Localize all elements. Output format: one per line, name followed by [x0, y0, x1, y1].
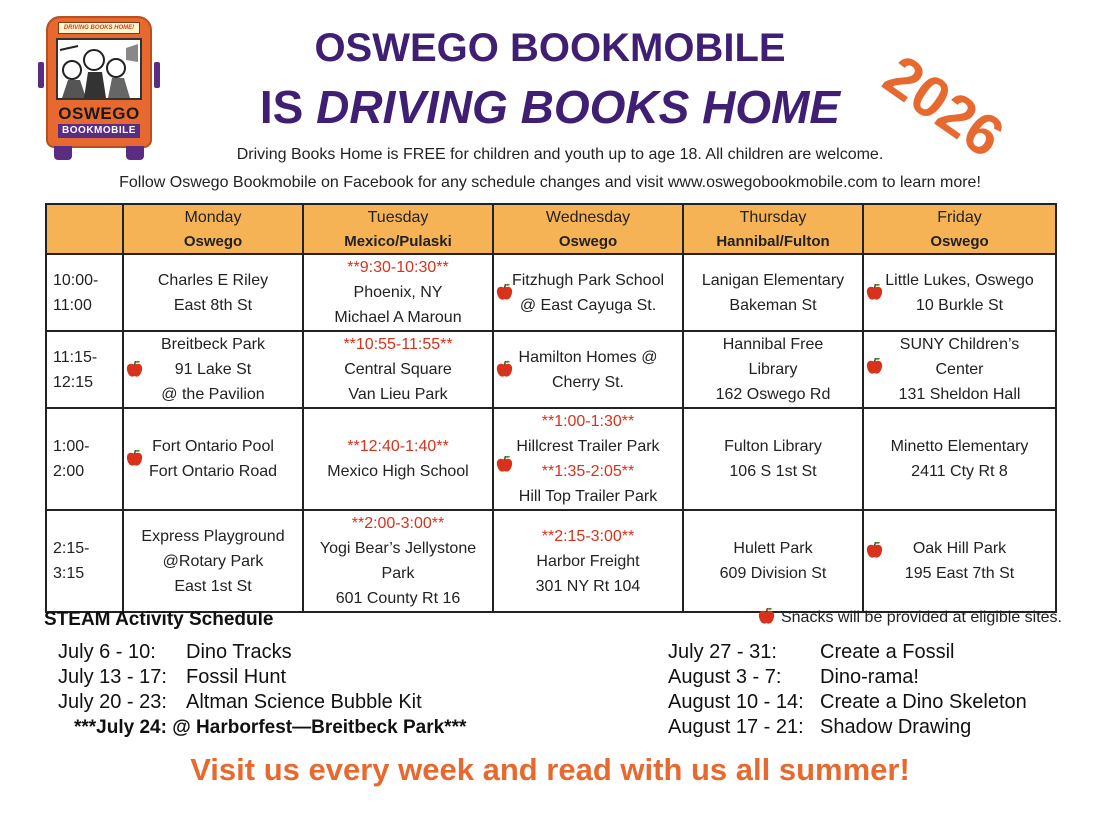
- stop-address: Van Lieu Park: [348, 386, 448, 403]
- special-time: **12:40-1:40**: [347, 438, 449, 455]
- time-start: 10:00-: [53, 271, 99, 289]
- stop-address: 91 Lake St: [174, 361, 252, 378]
- stop-name: Fitzhugh Park School: [511, 271, 665, 289]
- time-start: 2:15-: [53, 540, 90, 557]
- stop-cell: [303, 254, 493, 331]
- day-location: Hannibal/Fulton: [716, 233, 830, 250]
- stop-name: Oak Hill Park: [912, 540, 1007, 557]
- steam-date: August 10 - 14:: [668, 691, 804, 713]
- stop-name: Hill Top Trailer Park: [518, 488, 658, 505]
- stop-address: 106 S 1st St: [729, 463, 817, 480]
- day-location: Oswego: [183, 233, 243, 250]
- apple-icon: [496, 455, 513, 473]
- steam-item: [668, 715, 1027, 740]
- stop-name: Fort Ontario Pool: [152, 438, 274, 455]
- header-friday: [863, 204, 1056, 254]
- stop-name: Minetto Elementary: [890, 438, 1029, 455]
- steam-item: [668, 690, 1027, 715]
- day-name: Tuesday: [367, 209, 429, 226]
- stop-address: 195 East 7th St: [904, 565, 1015, 582]
- stop-address: 131 Sheldon Hall: [898, 386, 1021, 403]
- table-row: [46, 331, 1056, 408]
- page-title: OSWEGO BOOKMOBILE: [314, 26, 786, 70]
- steam-activity: Shadow Drawing: [820, 716, 972, 738]
- snack-note: [758, 607, 1062, 627]
- stop-address: Cherry St.: [551, 373, 624, 391]
- day-location: Oswego: [558, 233, 618, 250]
- steam-item: [668, 640, 1027, 665]
- table-row: [46, 510, 1056, 612]
- stop-cell: [683, 510, 863, 612]
- intro-suffix: on Facebook for any schedule changes and visit www.oswegobookmobile.com to learn more!: [316, 174, 981, 191]
- stop-cell: [493, 254, 683, 331]
- harborfest-event: ***July 24: @ Harborfest—Breitbeck Park***: [74, 717, 467, 738]
- time-start: 1:00-: [53, 438, 90, 455]
- time-cell: [46, 510, 123, 612]
- apple-icon: [866, 283, 883, 301]
- table-row: [46, 254, 1056, 331]
- steam-activity: Dino-rama!: [820, 666, 919, 688]
- time-cell: [46, 254, 123, 331]
- steam-activity: Dino Tracks: [186, 641, 292, 663]
- stop-address: 601 County Rt 16: [335, 590, 461, 607]
- intro-line-2: [0, 174, 1100, 192]
- apple-icon: [866, 541, 883, 559]
- stop-cell: [303, 510, 493, 612]
- intro-prefix: Follow: [119, 174, 170, 191]
- header-thursday: [683, 204, 863, 254]
- stop-cell: [683, 408, 863, 510]
- stop-address: 609 Division St: [719, 565, 827, 582]
- stop-name: Charles E Riley: [157, 271, 269, 289]
- time-header-cell: [46, 204, 123, 254]
- year-badge: 2026: [872, 42, 1016, 171]
- stop-address: Fort Ontario Road: [148, 463, 278, 480]
- subtitle-prefix: IS: [259, 81, 317, 133]
- stop-name: Fulton Library: [724, 438, 822, 455]
- apple-icon: [866, 357, 883, 375]
- table-row: [46, 408, 1056, 510]
- steam-date: August 17 - 21:: [668, 716, 804, 738]
- stop-name-cont: Park: [381, 565, 415, 582]
- stop-cell: [123, 331, 303, 408]
- stop-name: Lanigan Elementary: [701, 271, 845, 289]
- steam-date: July 20 - 23:: [58, 691, 167, 713]
- footer-tagline: Visit us every week and read with us all summer!: [190, 752, 910, 787]
- stop-name: Hillcrest Trailer Park: [516, 438, 660, 455]
- stop-name: Hamilton Homes @: [518, 348, 658, 366]
- steam-activity: Altman Science Bubble Kit: [186, 691, 422, 713]
- time-cell: [46, 408, 123, 510]
- special-time: **2:00-3:00**: [351, 515, 445, 532]
- stop-cell: [493, 408, 683, 510]
- apple-icon: [126, 449, 143, 467]
- steam-item: [668, 665, 1027, 690]
- time-end: 2:00: [53, 463, 85, 480]
- stop-address: 162 Oswego Rd: [715, 386, 831, 403]
- special-time: **10:55-11:55**: [343, 336, 453, 353]
- stop-name: SUNY Children’s: [899, 336, 1020, 353]
- stop-cell: [493, 510, 683, 612]
- stop-name: Harbor Freight: [536, 552, 640, 570]
- stop-cell: [683, 254, 863, 331]
- stop-address: 301 NY Rt 104: [535, 577, 641, 595]
- special-time: **9:30-10:30**: [347, 259, 449, 276]
- stop-address: 10 Burkle St: [915, 296, 1004, 314]
- table-header-row: [46, 204, 1056, 254]
- stop-detail: @ the Pavilion: [161, 386, 265, 403]
- stop-cell: [863, 254, 1056, 331]
- stop-cell: [863, 331, 1056, 408]
- stop-detail: East 1st St: [174, 577, 252, 595]
- apple-icon: [758, 607, 775, 625]
- steam-activity: Create a Dino Skeleton: [820, 691, 1027, 713]
- special-time: **1:00-1:30**: [541, 413, 635, 430]
- stop-name: Mexico High School: [327, 463, 469, 480]
- steam-list-right: [668, 640, 1027, 740]
- day-name: Monday: [184, 209, 242, 226]
- snack-note-text: Snacks will be provided at eligible sites.: [780, 609, 1062, 626]
- day-name: Thursday: [739, 209, 807, 226]
- steam-date: July 27 - 31:: [668, 641, 777, 663]
- stop-name: Phoenix, NY: [353, 284, 443, 301]
- header-tuesday: [303, 204, 493, 254]
- apple-icon: [126, 360, 143, 378]
- stop-cell: [123, 408, 303, 510]
- stop-name: Hulett Park: [733, 540, 813, 557]
- stop-name-cont: Center: [935, 361, 984, 378]
- steam-activity: Create a Fossil: [820, 641, 955, 663]
- stop-cell: [123, 254, 303, 331]
- steam-list-left: [58, 640, 466, 740]
- stop-name: Little Lukes, Oswego: [885, 271, 1034, 289]
- stop-address: @Rotary Park: [162, 552, 264, 570]
- stop-address: Michael A Maroun: [334, 309, 462, 326]
- stop-address: @ East Cayuga St.: [519, 296, 657, 314]
- special-time: **1:35-2:05**: [541, 463, 635, 480]
- stop-cell: [863, 408, 1056, 510]
- stop-name: Hannibal Free: [722, 336, 824, 353]
- day-name: Friday: [937, 209, 982, 226]
- stop-cell: [123, 510, 303, 612]
- time-end: 11:00: [53, 296, 92, 314]
- schedule-table: [45, 203, 1057, 613]
- day-name: Wednesday: [545, 209, 631, 226]
- intro-line-1: Driving Books Home is FREE for children and youth up to age 18. All children are welcome.: [236, 146, 884, 163]
- stop-name: Yogi Bear’s Jellystone: [319, 540, 477, 557]
- apple-icon: [496, 283, 513, 301]
- stop-cell: [303, 331, 493, 408]
- steam-item: [58, 690, 466, 715]
- stop-name: Breitbeck Park: [160, 336, 266, 353]
- time-start: 11:15-: [53, 348, 98, 366]
- steam-item: [58, 640, 466, 665]
- steam-item: [58, 665, 466, 690]
- bus-name: OSWEGO: [58, 104, 140, 123]
- stop-name-cont: Library: [748, 361, 798, 378]
- special-time: **2:15-3:00**: [541, 527, 635, 545]
- stop-cell: [493, 331, 683, 408]
- bus-sign: DRIVING BOOKS HOME!: [58, 22, 140, 34]
- steam-title: STEAM Activity Schedule: [44, 609, 274, 630]
- stop-address: Bakeman St: [729, 296, 817, 314]
- subtitle-italic: DRIVING BOOKS HOME: [316, 81, 841, 133]
- steam-date: July 6 - 10:: [58, 641, 156, 663]
- header-monday: [123, 204, 303, 254]
- stop-cell: [303, 408, 493, 510]
- time-end: 12:15: [53, 373, 94, 391]
- steam-activity: Fossil Hunt: [186, 666, 287, 688]
- bus-plate: BOOKMOBILE: [58, 124, 140, 138]
- apple-icon: [496, 360, 513, 378]
- stop-name: Central Square: [344, 361, 452, 378]
- steam-date: August 3 - 7:: [668, 666, 782, 688]
- stop-cell: [863, 510, 1056, 612]
- stop-address: East 8th St: [173, 296, 253, 314]
- time-cell: [46, 331, 123, 408]
- stop-address: 2411 Cty Rt 8: [911, 463, 1008, 480]
- facebook-page-name: Oswego Bookmobile: [169, 174, 317, 191]
- day-location: Mexico/Pulaski: [344, 233, 452, 250]
- time-end: 3:15: [53, 565, 85, 582]
- steam-date: July 13 - 17:: [58, 666, 167, 688]
- stop-name: Express Playground: [141, 527, 285, 545]
- day-location: Oswego: [930, 233, 989, 250]
- header-wednesday: [493, 204, 683, 254]
- stop-cell: [683, 331, 863, 408]
